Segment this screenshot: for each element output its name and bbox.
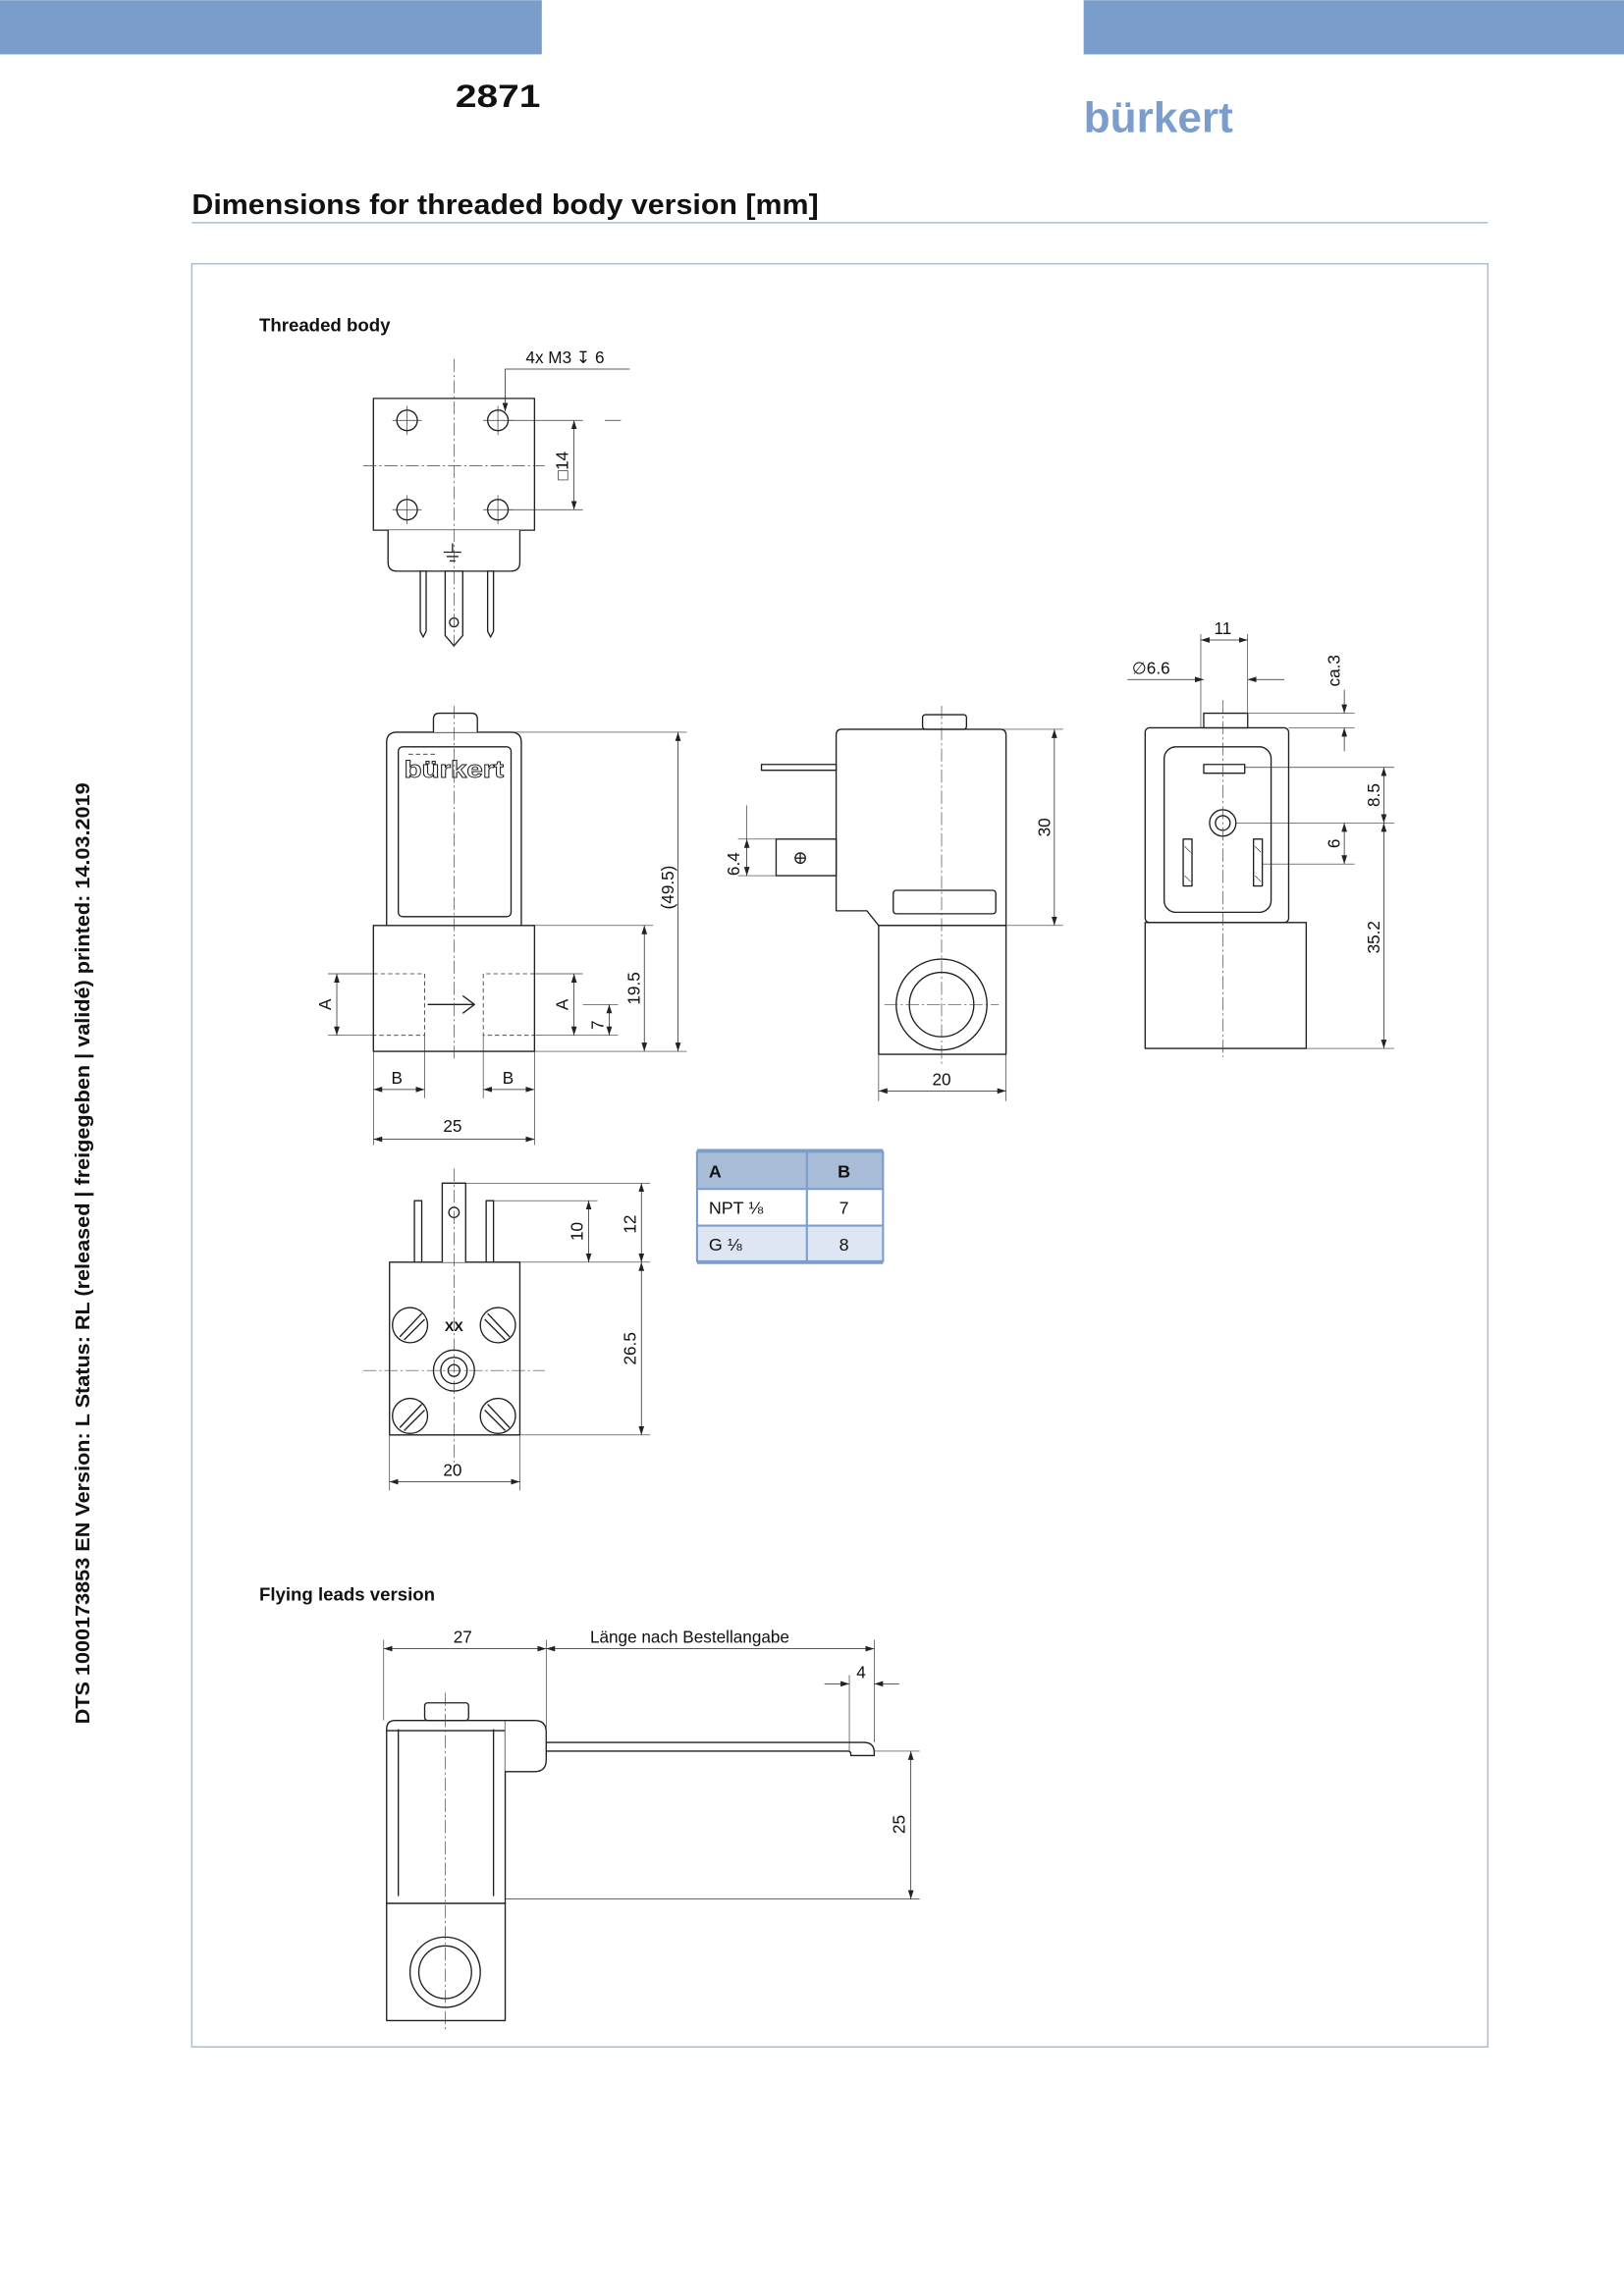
port-table (697, 1150, 883, 1261)
dimension-side-width: 20 (932, 1069, 951, 1090)
contact-pin-bottom-right (486, 1201, 493, 1262)
contact-pin-right (488, 571, 494, 637)
dimension-12: 12 (620, 1214, 640, 1234)
coil-housing-end (1145, 727, 1288, 922)
top-view (363, 347, 629, 647)
dimension-coil-height: 30 (1034, 818, 1055, 837)
contact-pin-bottom-left (414, 1201, 421, 1262)
dimension-nut-width: 11 (1214, 618, 1232, 639)
flying-leads-view (384, 1628, 920, 2033)
table-header-row (697, 1150, 883, 1189)
side-view (724, 706, 1063, 1101)
coil-nut-leads (425, 1703, 469, 1721)
dimension-port-right: A (552, 998, 572, 1011)
header-bar-left (0, 0, 542, 54)
coil-nut-end (1204, 714, 1248, 728)
dimension-upper-offset: 8.5 (1363, 783, 1383, 807)
product-number: 2871 (455, 78, 541, 115)
table-cell: 8 (839, 1234, 849, 1255)
page-header (0, 0, 1624, 141)
dimension-hole-spacing: □14 (552, 451, 572, 481)
section-label-flying-leads: Flying leads version (258, 1583, 436, 1605)
dimension-pin-offset: 6 (1324, 838, 1344, 849)
header-bar-right (1084, 0, 1624, 54)
coil-nut-side (923, 715, 967, 729)
dimension-center-height: 35.2 (1363, 921, 1383, 954)
valve-body-side (879, 926, 1006, 1054)
table-header-b: B (838, 1161, 851, 1182)
dimension-depth-left: B (391, 1067, 403, 1088)
contact-pin-left (420, 571, 426, 637)
table-cell: NPT ⅛ (708, 1198, 764, 1218)
valve-body-end (1145, 923, 1306, 1048)
coil-housing-leads (387, 1721, 506, 1903)
hole-callout: 4x M3 ↧ 6 (525, 347, 605, 368)
valve-body-leads (387, 1903, 506, 2020)
valve-body-bottom (390, 1262, 520, 1435)
dimension-port-offset: 7 (587, 1020, 608, 1030)
table-cell: G ⅛ (708, 1234, 742, 1255)
coil-logo: bürkert (404, 757, 505, 784)
dimension-diameter: ∅6.6 (1131, 658, 1170, 678)
dimension-lead-height: 25 (889, 1815, 909, 1835)
document-status-note: DTS 1000173853 EN Version: L Status: RL (released | freigegeben | validé) printed: 14.03.2019 (72, 848, 94, 1725)
front-view (315, 706, 686, 1145)
lead-wire (546, 1742, 874, 1755)
dimension-lead-length: Länge nach Bestellangabe (589, 1627, 789, 1647)
flat-contact (762, 765, 837, 771)
dimension-width: 25 (443, 1116, 462, 1137)
dimension-10: 10 (567, 1221, 587, 1242)
dimension-port-left: A (315, 998, 336, 1011)
brand-logo: bürkert (1083, 94, 1233, 142)
body-marking: XX (444, 1318, 463, 1335)
table-cell: 7 (839, 1198, 849, 1218)
bottom-view (363, 1168, 650, 1490)
dimension-overall-height: (49.5) (658, 865, 678, 910)
dimension-bottom-width: 20 (443, 1460, 462, 1480)
dimension-nut-height: ca.3 (1324, 655, 1344, 687)
cable-exit (506, 1721, 547, 1772)
dimension-lead-end: 4 (856, 1662, 866, 1682)
dimension-body-height: 19.5 (623, 972, 644, 1005)
section-label-threaded-body: Threaded body (258, 314, 391, 336)
dimension-connector-offset: 6.4 (724, 852, 744, 877)
coil-housing-side (837, 729, 1006, 926)
dimension-length: 26.5 (620, 1332, 640, 1365)
end-view (1127, 618, 1393, 1057)
table-header-a: A (708, 1161, 722, 1182)
dimension-depth-right: B (502, 1067, 514, 1088)
plug-contact (776, 839, 836, 876)
dimension-coil-width: 27 (453, 1627, 472, 1647)
page-title: Dimensions for threaded body version [mm] (191, 188, 819, 221)
coil-nut (433, 714, 477, 732)
